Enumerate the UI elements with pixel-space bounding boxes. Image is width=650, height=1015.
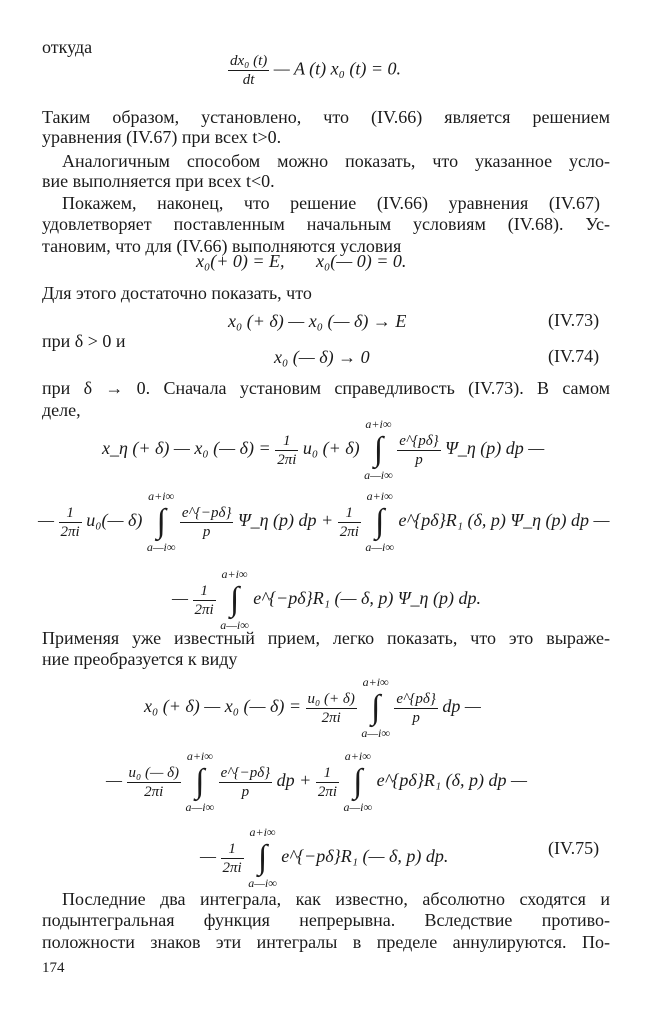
para1-line2: уравнения (IV.67) при всех t>0.: [42, 127, 282, 147]
eqnum-75: (IV.75): [548, 838, 600, 858]
result-line1: x₀ (+ δ) — x₀ (— δ) = $\frac{\text{u₀ (+ δ)}}{2\pi i}$ a+i∞ ∫ a—i∞ $\frac{e\^{}\{p\delta\}}{p}$ dp —: [144, 675, 481, 740]
expr1-line1: x_η (+ δ) — x₀ (— δ) = $\frac{1}{2\pi i}$ u₀ (+ δ) a+i∞ ∫ a—i∞ $\frac{e\^{}\{p\delta\}}{p}$ Ψ_η (p) dp —: [102, 417, 545, 482]
para4-line2: деле,: [42, 400, 81, 420]
text-pri: при δ > 0 и: [42, 331, 126, 351]
para5-line1: Применяя уже известный прием, легко показать, что это выраже-: [42, 628, 610, 648]
text-dla: Для этого достаточно показать, что: [42, 283, 312, 303]
equation-dx0: $\frac{\text{dx₀ (t)}}{dt}$ — A (t) x₀ (t) = 0.: [230, 53, 402, 88]
para6-line1: Последние два интеграла, как известно, абсолютно сходятся и: [62, 889, 610, 909]
expr1-line3: — $\frac{1}{2\pi i}$ a+i∞ ∫ a—i∞ e^{−pδ}R₁ (— δ, p) Ψ_η (p) dp.: [172, 567, 481, 632]
para4-line1: при δ → 0. Сначала установим справедливость (IV.73). В самом: [42, 378, 610, 398]
para5-line2: ние преобразуется к виду: [42, 649, 238, 669]
result-line3: — $\frac{1}{2\pi i}$ a+i∞ ∫ a—i∞ e^{−pδ}R₁ (— δ, p) dp.: [200, 825, 449, 890]
para3-line3: тановим, что для (IV.66) выполняются условия: [42, 236, 402, 256]
eqnum-73: (IV.73): [548, 310, 600, 330]
equation-74: x₀ (— δ) → 0: [274, 347, 370, 367]
equation-conditions: x₀(+ 0) = E, x₀(— 0) = 0.: [196, 251, 407, 271]
result-line2: — $\frac{\text{u₀ (— δ)}}{2\pi i}$ a+i∞ ∫ a—i∞ $\frac{e\^{}\{-p\delta\}}{p}$ dp + $\frac{1}{2\pi i}$ a+i∞ ∫ a—i∞ e^{pδ}R₁ (δ, p) dp —: [106, 749, 528, 814]
para1-line1: Таким образом, установлено, что (IV.66) является решением: [42, 107, 610, 127]
para6-line3: положности знаков эти интегралы в пределе аннулируются. По-: [42, 932, 610, 952]
text-otkuda: откуда: [42, 37, 93, 57]
para2-line1: Аналогичным способом можно показать, что указанное усло-: [62, 151, 610, 171]
page-number: 174: [42, 960, 65, 976]
para2-line2: вие выполняется при всех t<0.: [42, 171, 275, 191]
equation-73: x₀ (+ δ) — x₀ (— δ) → E: [228, 311, 407, 331]
expr1-line2: — $\frac{1}{2\pi i}$ u₀(— δ) a+i∞ ∫ a—i∞ $\frac{e\^{}\{-p\delta\}}{p}$ Ψ_η (p) dp + $\frac{1}{2\pi i}$ a+i∞ ∫ a—i∞ e^{pδ}R₁ (δ, p) Ψ_η (p) dp —: [38, 489, 610, 554]
eqnum-74: (IV.74): [548, 346, 600, 366]
para3-line1: Покажем, наконец, что решение (IV.66) уравнения (IV.67): [62, 193, 600, 213]
para6-line2: подынтегральная функция непрерывна. Вследствие противо-: [42, 910, 610, 930]
para3-line2: удовлетворяет поставленным начальным условиям (IV.68). Ус-: [42, 214, 610, 234]
